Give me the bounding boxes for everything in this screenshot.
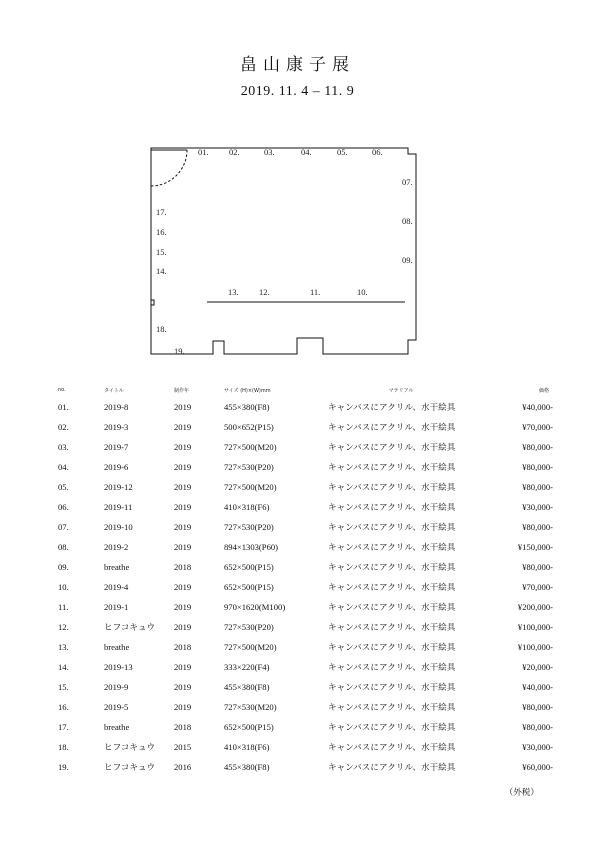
row-title: breathe: [104, 722, 130, 732]
row-title: ヒフコキュウ: [104, 742, 156, 752]
row-size: 652×500(P15): [224, 722, 274, 732]
plan-label-10: 10.: [357, 287, 368, 297]
table-row: [48, 537, 553, 557]
table-row: [48, 677, 553, 697]
row-title: 2019-4: [104, 582, 129, 592]
exhibition-dates: 2019. 11. 4 – 11. 9: [240, 84, 355, 99]
row-title: 2019-7: [104, 442, 129, 452]
row-price: ¥80,000-: [522, 702, 553, 712]
row-price: ¥60,000-: [522, 762, 553, 772]
row-price: ¥200,000-: [517, 602, 553, 612]
row-price: ¥80,000-: [522, 462, 553, 472]
row-size: 727×500(M20): [224, 482, 277, 492]
table-row: [48, 617, 553, 637]
row-price: ¥70,000-: [522, 582, 553, 592]
row-material: キャンバスにアクリル、水干絵具: [328, 662, 456, 672]
row-year: 2019: [174, 582, 192, 592]
header-size: サイズ (H)×(W)mm: [224, 387, 271, 394]
row-material: キャンバスにアクリル、水干絵具: [328, 462, 456, 472]
row-title: 2019-3: [104, 422, 129, 432]
row-number: 18.: [58, 742, 69, 752]
row-material: キャンバスにアクリル、水干絵具: [328, 542, 456, 552]
row-size: 652×500(P15): [224, 582, 274, 592]
row-size: 727×530(P20): [224, 622, 274, 632]
row-material: キャンバスにアクリル、水干絵具: [328, 642, 456, 652]
row-material: キャンバスにアクリル、水干絵具: [328, 762, 456, 772]
row-number: 10.: [58, 582, 69, 592]
table-row: [48, 577, 553, 597]
row-price: ¥100,000-: [517, 642, 553, 652]
row-number: 11.: [58, 602, 69, 612]
row-year: 2015: [174, 742, 192, 752]
door-swing: [151, 150, 187, 186]
row-title: 2019-1: [104, 602, 129, 612]
row-title: 2019-5: [104, 702, 129, 712]
row-size: 727×530(M20): [224, 702, 277, 712]
row-price: ¥20,000-: [522, 662, 553, 672]
row-title: ヒフコキュウ: [104, 622, 156, 632]
header-year: 制作年: [174, 387, 190, 394]
row-material: キャンバスにアクリル、水干絵具: [328, 402, 456, 412]
plan-label-04: 04.: [301, 147, 312, 157]
plan-label-17: 17.: [156, 207, 167, 217]
row-size: 333×220(F4): [224, 662, 270, 672]
row-number: 16.: [58, 702, 69, 712]
header-material: マテリアル: [388, 387, 414, 394]
row-size: 727×530(P20): [224, 462, 274, 472]
table-row: [48, 417, 553, 437]
row-number: 08.: [58, 542, 69, 552]
row-material: キャンバスにアクリル、水干絵具: [328, 682, 456, 692]
row-title: 2019-11: [104, 502, 133, 512]
row-year: 2019: [174, 502, 192, 512]
plan-label-15: 15.: [156, 247, 167, 257]
floor-plan-wall: [151, 148, 416, 354]
plan-label-13: 13.: [228, 287, 239, 297]
row-year: 2018: [174, 722, 192, 732]
row-number: 14.: [58, 662, 69, 672]
row-size: 727×530(P20): [224, 522, 274, 532]
table-row: [48, 517, 553, 537]
row-material: キャンバスにアクリル、水干絵具: [328, 502, 456, 512]
row-number: 13.: [58, 642, 69, 652]
table-row: [48, 757, 553, 777]
row-year: 2019: [174, 602, 192, 612]
table-row: [48, 457, 553, 477]
works-table-body: [48, 397, 553, 777]
row-title: ヒフコキュウ: [104, 762, 156, 772]
header-title: タイトル: [104, 387, 124, 394]
works-table: [48, 383, 553, 777]
row-number: 15.: [58, 682, 69, 692]
table-row: [48, 497, 553, 517]
row-size: 652×500(P15): [224, 562, 274, 572]
row-title: breathe: [104, 562, 130, 572]
row-price: ¥30,000-: [522, 742, 553, 752]
row-number: 03.: [58, 442, 69, 452]
row-material: キャンバスにアクリル、水干絵具: [328, 442, 456, 452]
row-title: 2019-12: [104, 482, 133, 492]
plan-label-12: 12.: [259, 287, 270, 297]
table-row: [48, 657, 553, 677]
row-title: 2019-6: [104, 462, 129, 472]
row-year: 2019: [174, 682, 192, 692]
plan-label-16: 16.: [156, 227, 167, 237]
row-material: キャンバスにアクリル、水干絵具: [328, 562, 456, 572]
row-size: 455×380(F8): [224, 762, 270, 772]
table-row: [48, 477, 553, 497]
plan-label-09: 09.: [402, 255, 413, 265]
row-year: 2019: [174, 462, 192, 472]
table-row: [48, 597, 553, 617]
row-size: 727×500(M20): [224, 642, 277, 652]
row-title: 2019-9: [104, 682, 129, 692]
row-material: キャンバスにアクリル、水干絵具: [328, 742, 456, 752]
row-year: 2019: [174, 422, 192, 432]
row-price: ¥30,000-: [522, 502, 553, 512]
row-size: 500×652(P15): [224, 422, 274, 432]
row-material: キャンバスにアクリル、水干絵具: [328, 622, 456, 632]
row-title: breathe: [104, 642, 130, 652]
row-price: ¥80,000-: [522, 522, 553, 532]
row-year: 2019: [174, 702, 192, 712]
plan-label-06: 06.: [372, 147, 383, 157]
row-material: キャンバスにアクリル、水干絵具: [328, 602, 456, 612]
plan-label-08: 08.: [402, 216, 413, 226]
row-year: 2019: [174, 542, 192, 552]
row-title: 2019-10: [104, 522, 133, 532]
table-row: [48, 717, 553, 737]
row-material: キャンバスにアクリル、水干絵具: [328, 422, 456, 432]
row-material: キャンバスにアクリル、水干絵具: [328, 722, 456, 732]
row-price: ¥80,000-: [522, 722, 553, 732]
table-header-row: [48, 383, 553, 397]
plan-label-02: 02.: [229, 147, 240, 157]
row-year: 2018: [174, 642, 192, 652]
row-number: 02.: [58, 422, 69, 432]
table-row: [48, 397, 553, 417]
plan-label-07: 07.: [402, 177, 413, 187]
plan-label-05: 05.: [337, 147, 348, 157]
row-number: 04.: [58, 462, 69, 472]
plan-label-11: 11.: [310, 287, 321, 297]
row-number: 09.: [58, 562, 69, 572]
table-row: [48, 697, 553, 717]
plan-label-14: 14.: [156, 266, 167, 276]
row-year: 2019: [174, 402, 192, 412]
row-price: ¥80,000-: [522, 482, 553, 492]
plan-label-03: 03.: [264, 147, 275, 157]
table-row: [48, 737, 553, 757]
row-material: キャンバスにアクリル、水干絵具: [328, 702, 456, 712]
table-row: [48, 637, 553, 657]
row-size: 970×1620(M100): [224, 602, 286, 612]
row-year: 2018: [174, 562, 192, 572]
table-row: [48, 437, 553, 457]
row-size: 410×318(F6): [224, 502, 270, 512]
row-number: 07.: [58, 522, 69, 532]
row-number: 06.: [58, 502, 69, 512]
header-no: no.: [58, 387, 66, 393]
row-price: ¥100,000-: [517, 622, 553, 632]
row-price: ¥40,000-: [522, 402, 553, 412]
row-year: 2016: [174, 762, 192, 772]
row-number: 17.: [58, 722, 69, 732]
row-material: キャンバスにアクリル、水干絵具: [328, 522, 456, 532]
row-price: ¥80,000-: [522, 442, 553, 452]
row-price: ¥80,000-: [522, 562, 553, 572]
row-size: 455×380(F8): [224, 402, 270, 412]
row-number: 19.: [58, 762, 69, 772]
row-material: キャンバスにアクリル、水干絵具: [328, 582, 456, 592]
plan-label-01: 01.: [198, 147, 209, 157]
tax-note: （外税）: [504, 787, 539, 797]
floor-plan: [140, 140, 430, 360]
row-year: 2019: [174, 522, 192, 532]
row-size: 455×380(F8): [224, 682, 270, 692]
row-size: 894×1303(P60): [224, 542, 279, 552]
row-year: 2019: [174, 662, 192, 672]
row-size: 410×318(F6): [224, 742, 270, 752]
row-title: 2019-13: [104, 662, 133, 672]
row-title: 2019-8: [104, 402, 129, 412]
row-size: 727×500(M20): [224, 442, 277, 452]
row-price: ¥150,000-: [517, 542, 553, 552]
row-year: 2019: [174, 622, 192, 632]
row-number: 05.: [58, 482, 69, 492]
header-price: 価格: [538, 387, 549, 394]
row-price: ¥40,000-: [522, 682, 553, 692]
table-row: [48, 557, 553, 577]
row-price: ¥70,000-: [522, 422, 553, 432]
row-number: 01.: [58, 402, 69, 412]
plan-label-19: 19.: [174, 346, 185, 356]
row-year: 2019: [174, 442, 192, 452]
row-year: 2019: [174, 482, 192, 492]
row-title: 2019-2: [104, 542, 129, 552]
exhibition-title: 畠山康子展: [240, 55, 355, 74]
row-number: 12.: [58, 622, 69, 632]
row-material: キャンバスにアクリル、水干絵具: [328, 482, 456, 492]
plan-label-18: 18.: [156, 324, 167, 334]
